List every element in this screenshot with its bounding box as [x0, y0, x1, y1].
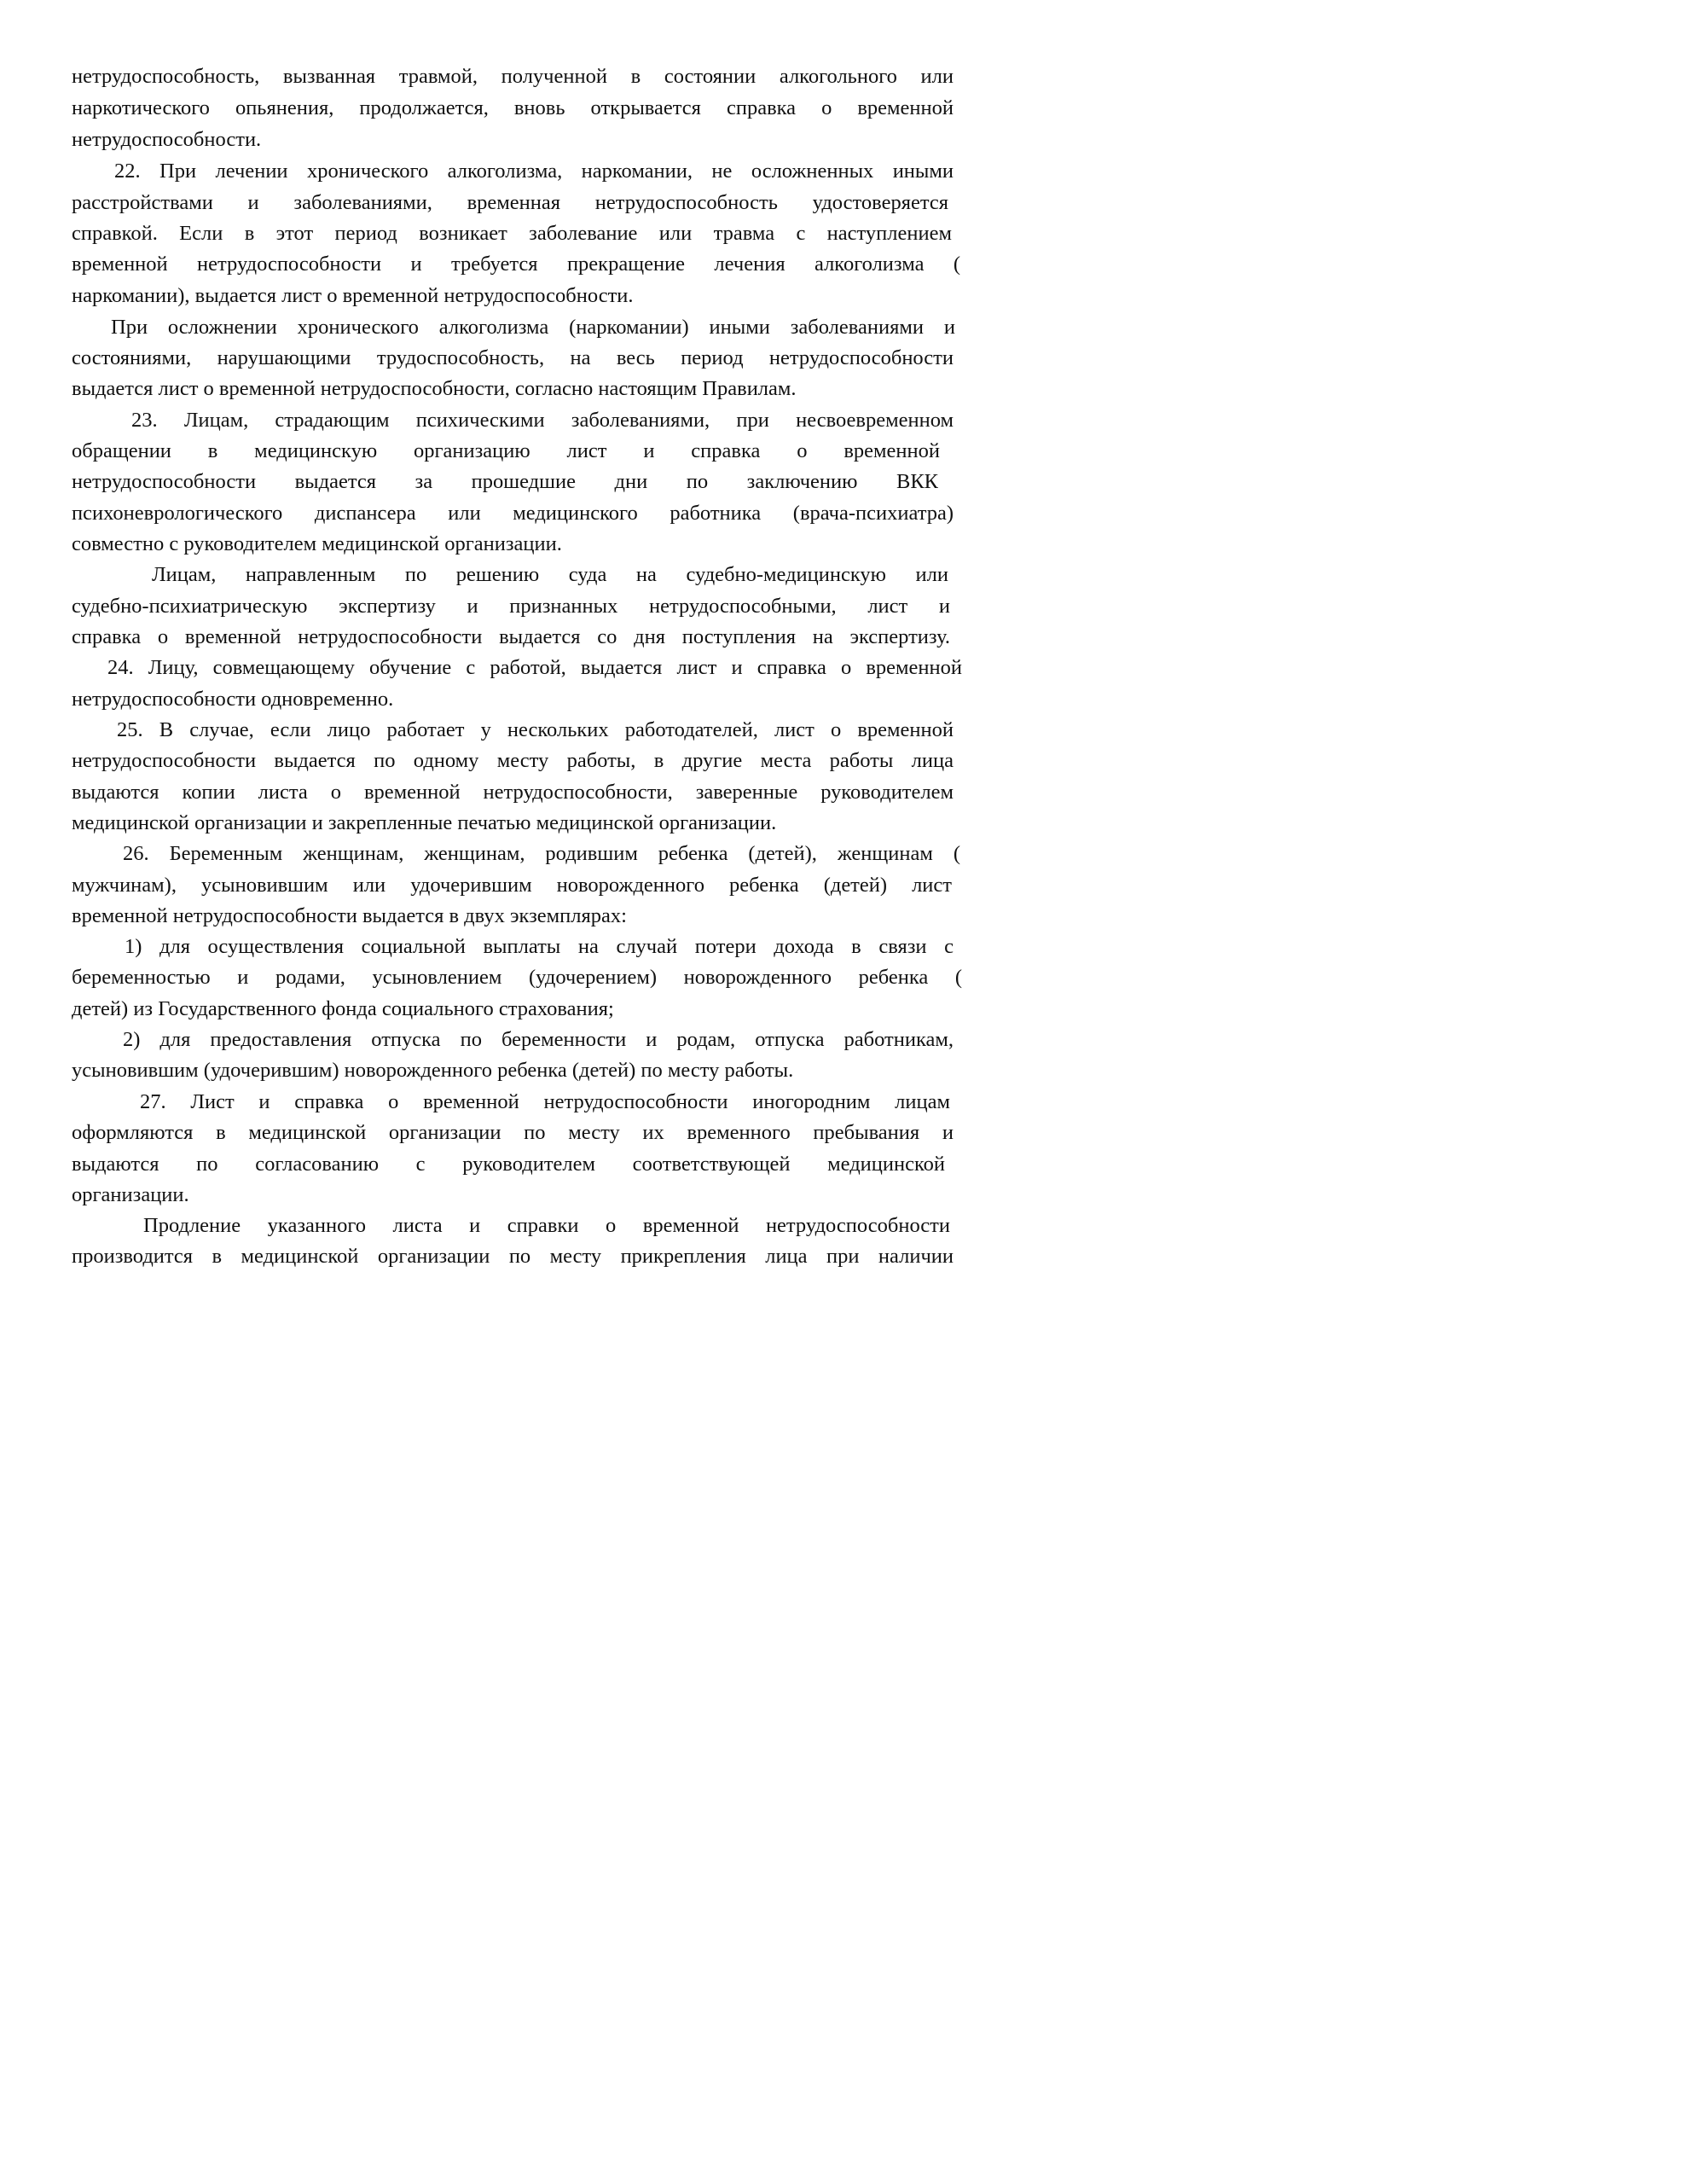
text-line: обращении в медицинскую организацию лист и справка о временной [72, 439, 940, 462]
text-line: расстройствами и заболеваниями, временная нетрудоспособность удостоверяется [72, 191, 948, 214]
text-line: детей) из Государственного фонда социального страхования; [72, 997, 614, 1020]
text-line: организации. [72, 1183, 189, 1206]
text-line: выдаются по согласованию с руководителем соответствующей медицинской [72, 1153, 945, 1176]
text-line: психоневрологического диспансера или медицинского работника (врача-психиатра) [72, 502, 954, 525]
text-line: Продление указанного листа и справки о временной нетрудоспособности [143, 1214, 950, 1237]
text-line: наркотического опьянения, продолжается, вновь открывается справка о временной [72, 96, 954, 119]
text-line: справка о временной нетрудоспособности выдается со дня поступления на экспертизу. [72, 625, 950, 648]
text-line: 26. Беременным женщинам, женщинам, родившим ребенка (детей), женщинам ( [123, 842, 960, 865]
text-line: нетрудоспособности. [72, 128, 262, 151]
text-line: 27. Лист и справка о временной нетрудоспособности иногородним лицам [140, 1090, 950, 1113]
text-line: производится в медицинской организации по месту прикрепления лица при наличии [72, 1245, 954, 1268]
text-line: усыновившим (удочерившим) новорожденного ребенка (детей) по месту работы. [72, 1059, 794, 1082]
text-line: 22. При лечении хронического алкоголизма, наркомании, не осложненных иными [114, 160, 954, 183]
text-line: нетрудоспособность, вызванная травмой, полученной в состоянии алкогольного или [72, 65, 954, 88]
text-line: справкой. Если в этот период возникает заболевание или травма с наступлением [72, 222, 952, 245]
text-line: Лицам, направленным по решению суда на судебно-медицинскую или [152, 563, 948, 586]
text-line: 23. Лицам, страдающим психическими заболеваниями, при несвоевременном [131, 409, 954, 432]
text-line: наркомании), выдается лист о временной нетрудоспособности. [72, 284, 634, 307]
text-line: 1) для осуществления социальной выплаты на случай потери дохода в связи с [125, 935, 954, 958]
text-line: При осложнении хронического алкоголизма (наркомании) иными заболеваниями и [111, 316, 955, 339]
text-line: нетрудоспособности выдается по одному месту работы, в другие места работы лица [72, 749, 954, 772]
text-line: мужчинам), усыновившим или удочерившим новорожденного ребенка (детей) лист [72, 874, 952, 897]
text-line: нетрудоспособности одновременно. [72, 688, 394, 711]
text-line: 24. Лицу, совмещающему обучение с работой, выдается лист и справка о временной [107, 656, 962, 679]
text-line: временной нетрудоспособности и требуется прекращение лечения алкоголизма ( [72, 253, 960, 276]
text-line: беременностью и родами, усыновлением (удочерением) новорожденного ребенка ( [72, 966, 962, 989]
text-line: временной нетрудоспособности выдается в двух экземплярах: [72, 904, 627, 927]
text-line: 25. В случае, если лицо работает у нескольких работодателей, лист о временной [117, 718, 954, 741]
text-line: медицинской организации и закрепленные печатью медицинской организации. [72, 811, 777, 834]
document-page [0, 0, 1044, 1351]
text-line: нетрудоспособности выдается за прошедшие дни по заключению ВКК [72, 470, 938, 493]
text-line: совместно с руководителем медицинской организации. [72, 532, 562, 555]
text-line: выдаются копии листа о временной нетрудоспособности, заверенные руководителем [72, 781, 954, 804]
text-line: состояниями, нарушающими трудоспособность, на весь период нетрудоспособности [72, 346, 954, 369]
text-line: судебно-психиатрическую экспертизу и признанных нетрудоспособными, лист и [72, 595, 950, 618]
text-line: выдается лист о временной нетрудоспособности, согласно настоящим Правилам. [72, 377, 797, 400]
text-line: оформляются в медицинской организации по месту их временного пребывания и [72, 1121, 954, 1144]
text-line: 2) для предоставления отпуска по беременности и родам, отпуска работникам, [123, 1028, 954, 1051]
